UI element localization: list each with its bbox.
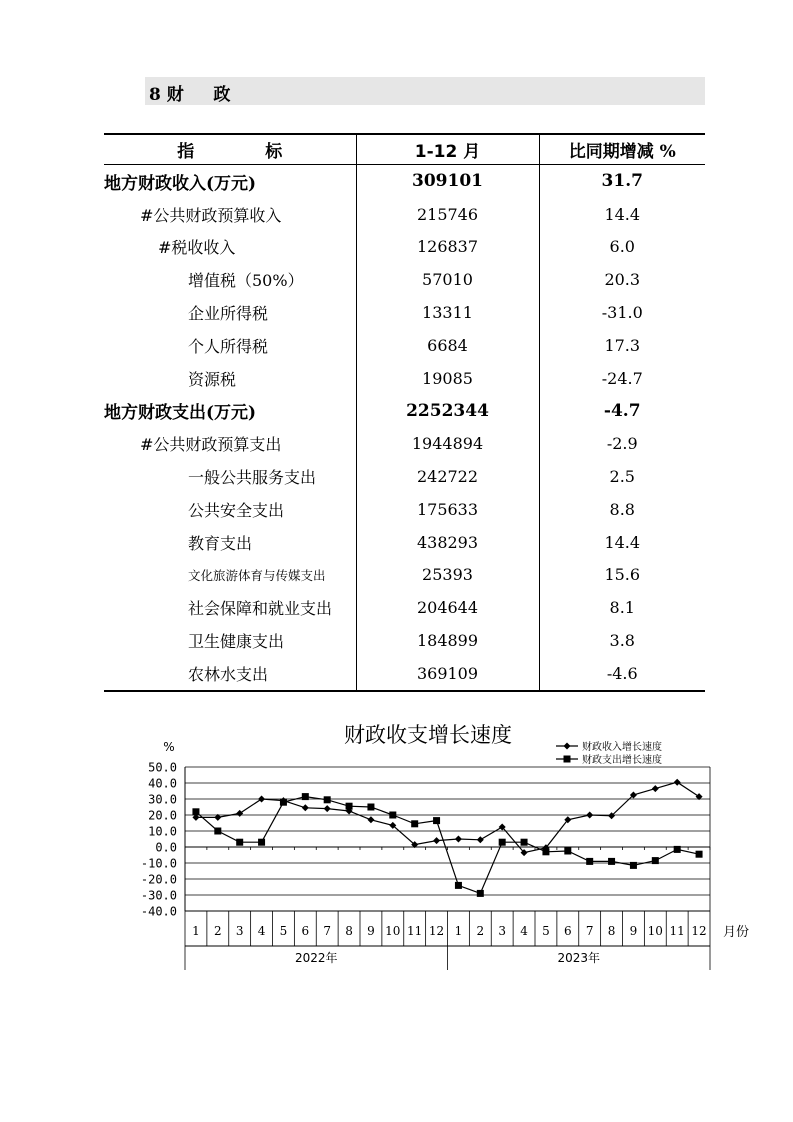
- x-tick-label: 3: [498, 924, 507, 938]
- row-label: #公共财政预算支出: [104, 427, 356, 460]
- row-label: 公共安全支出: [104, 493, 356, 526]
- x-tick-label: 8: [345, 924, 353, 938]
- x-tick-label: 4: [257, 924, 266, 938]
- row-label: 一般公共服务支出: [104, 460, 356, 493]
- growth-chart: [0, 700, 793, 990]
- x-tick-label: 6: [563, 924, 572, 938]
- row-label: 地方财政收入(万元): [104, 165, 356, 198]
- revenue-point: [455, 836, 462, 843]
- row-value: 204644: [356, 591, 539, 624]
- expenditure-point: [324, 796, 331, 803]
- row-value: 175633: [356, 493, 539, 526]
- row-change: -24.7: [601, 368, 643, 388]
- row-label: 社会保障和就业支出: [104, 591, 356, 624]
- revenue-point: [586, 812, 593, 819]
- x-tick-label: 11: [407, 924, 423, 938]
- row-change: 6.0: [609, 237, 635, 257]
- header-period: 1-12 月: [356, 134, 539, 165]
- x-tick-label: 7: [585, 924, 594, 938]
- table-row: [104, 526, 705, 559]
- expenditure-point: [192, 808, 199, 815]
- x-tick-label: 11: [669, 924, 685, 938]
- x-tick-label: 2: [213, 924, 222, 938]
- y-tick-label: 40.0: [148, 776, 177, 791]
- x-tick-label: 5: [279, 924, 288, 938]
- y-tick-label: 20.0: [148, 808, 177, 823]
- revenue-point: [236, 810, 243, 817]
- expenditure-point: [411, 820, 418, 827]
- expenditure-point: [564, 848, 571, 855]
- row-label: 增值税（50%）: [104, 263, 356, 296]
- row-change: 8.1: [609, 598, 635, 618]
- row-value: 6684: [356, 329, 539, 362]
- row-change: -31.0: [601, 303, 643, 323]
- row-label: 资源税: [104, 362, 356, 395]
- table-row: [104, 493, 705, 526]
- chart-title: 财政收支增长速度: [344, 723, 512, 747]
- row-change: 14.4: [604, 204, 641, 224]
- row-value: 2252344: [356, 395, 539, 428]
- y-axis-label: %: [163, 740, 175, 754]
- table-row: [104, 657, 705, 691]
- expenditure-point: [214, 828, 221, 835]
- table-row: [104, 296, 705, 329]
- row-label: 教育支出: [104, 526, 356, 559]
- revenue-point: [367, 816, 374, 823]
- row-value: 126837: [356, 231, 539, 264]
- expenditure-point: [389, 812, 396, 819]
- revenue-point: [324, 805, 331, 812]
- y-tick-label: 30.0: [148, 792, 177, 807]
- row-value: 438293: [356, 526, 539, 559]
- table-row: [104, 362, 705, 395]
- table-row: [104, 198, 705, 231]
- x-tick-label: 10: [647, 924, 663, 938]
- table-row: [104, 395, 705, 428]
- revenue-point: [433, 837, 440, 844]
- table-row: [104, 263, 705, 296]
- legend-marker: [564, 756, 571, 763]
- legend-label: 财政收入增长速度: [582, 742, 662, 753]
- row-value: 184899: [356, 624, 539, 657]
- row-label: 农林水支出: [104, 657, 356, 691]
- expenditure-point: [455, 882, 462, 889]
- expenditure-point: [630, 862, 637, 869]
- y-tick-label: -20.0: [140, 872, 177, 887]
- row-change: 31.7: [601, 171, 643, 192]
- row-value: 369109: [356, 657, 539, 691]
- row-label: 企业所得税: [104, 296, 356, 329]
- y-tick-label: -40.0: [140, 904, 177, 919]
- row-change: 20.3: [604, 270, 641, 290]
- revenue-point: [258, 796, 265, 803]
- row-label: #税收收入: [104, 231, 356, 264]
- table-row: [104, 591, 705, 624]
- y-tick-label: 10.0: [148, 824, 177, 839]
- expenditure-point: [586, 858, 593, 865]
- row-label: #公共财政预算收入: [104, 198, 356, 231]
- x-tick-label: 1: [192, 924, 200, 938]
- x-tick-label: 5: [542, 924, 550, 938]
- table-body: [104, 165, 705, 691]
- expenditure-point: [433, 817, 440, 824]
- table-row: [104, 559, 705, 592]
- x-tick-label: 12: [691, 924, 707, 938]
- series-line-revenue: [196, 782, 699, 852]
- expenditure-point: [608, 858, 615, 865]
- y-tick-label: 50.0: [148, 760, 177, 775]
- expenditure-point: [521, 839, 528, 846]
- row-value: 25393: [356, 559, 539, 592]
- x-tick-label: 8: [607, 924, 616, 938]
- expenditure-point: [477, 890, 484, 897]
- x-tick-label: 1: [454, 924, 463, 938]
- revenue-point: [302, 804, 309, 811]
- row-change: -2.9: [606, 434, 638, 454]
- x-tick-label: 4: [520, 924, 528, 938]
- expenditure-point: [280, 799, 287, 806]
- x-tick-label: 10: [385, 924, 401, 938]
- expenditure-point: [302, 793, 309, 800]
- revenue-point: [477, 836, 484, 843]
- x-tick-label: 9: [367, 924, 375, 938]
- row-change: 14.4: [604, 532, 641, 552]
- x-tick-label: 3: [235, 924, 244, 938]
- year-label: 2022年: [294, 951, 338, 965]
- table-row: [104, 460, 705, 493]
- x-tick-label: 2: [476, 924, 485, 938]
- legend-marker: [564, 743, 571, 750]
- row-change: -4.6: [539, 657, 705, 691]
- table-row: [104, 165, 705, 198]
- table-row: [104, 427, 705, 460]
- header-indicator: 指 标: [104, 134, 356, 165]
- row-change: -4.7: [603, 400, 641, 421]
- row-label: 文化旅游体育与传媒支出: [104, 559, 356, 592]
- table-row: [104, 624, 705, 657]
- row-value: 309101: [356, 165, 539, 198]
- expenditure-point: [696, 851, 703, 858]
- row-value: 1944894: [356, 427, 539, 460]
- table-row: [104, 231, 705, 264]
- header-change: 比同期增减 %: [539, 134, 705, 165]
- revenue-point: [652, 785, 659, 792]
- x-tick-label: 9: [629, 924, 638, 938]
- row-label: 地方财政支出(万元): [104, 395, 356, 428]
- row-change: 15.6: [604, 565, 641, 585]
- row-value: 215746: [356, 198, 539, 231]
- row-value: 242722: [356, 460, 539, 493]
- revenue-point: [674, 779, 681, 786]
- section-header: [145, 77, 705, 105]
- x-tick-label: 12: [428, 924, 445, 938]
- expenditure-point: [258, 839, 265, 846]
- expenditure-point: [367, 804, 374, 811]
- row-value: 57010: [356, 263, 539, 296]
- table-header-row: [104, 134, 705, 165]
- fiscal-table: [104, 133, 705, 692]
- expenditure-point: [542, 848, 549, 855]
- expenditure-point: [499, 839, 506, 846]
- row-change: 17.3: [604, 335, 641, 355]
- expenditure-point: [236, 839, 243, 846]
- x-tick-label: 7: [323, 924, 332, 938]
- row-label: 个人所得税: [104, 329, 356, 362]
- expenditure-point: [652, 857, 659, 864]
- row-value: 13311: [356, 296, 539, 329]
- y-tick-label: -30.0: [140, 888, 177, 903]
- year-label: 2023年: [557, 951, 601, 965]
- expenditure-point: [674, 846, 681, 853]
- table-row: [104, 329, 705, 362]
- row-value: 19085: [356, 362, 539, 395]
- x-axis-label: 月份: [722, 925, 750, 940]
- row-change: 2.5: [609, 467, 635, 487]
- row-change: 8.8: [609, 499, 635, 519]
- row-label: 卫生健康支出: [104, 624, 356, 657]
- x-tick-label: 6: [301, 924, 310, 938]
- expenditure-point: [346, 803, 353, 810]
- row-change: 3.8: [609, 631, 635, 651]
- section-title: 8 财 政: [149, 85, 231, 105]
- y-tick-label: -10.0: [140, 856, 177, 871]
- y-tick-label: 0.0: [155, 840, 177, 855]
- legend-label: 财政支出增长速度: [582, 755, 662, 766]
